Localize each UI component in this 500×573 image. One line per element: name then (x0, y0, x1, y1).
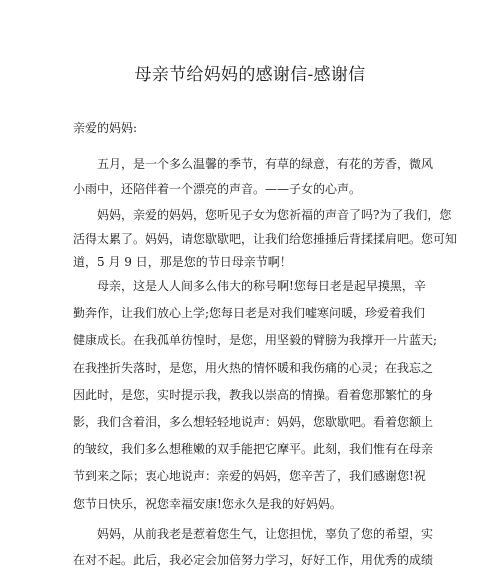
paragraph-4 (73, 521, 435, 573)
text-line: 在对不起。此后，我必定会加倍努力学习，好好工作，用优秀的成绩 (73, 553, 434, 567)
paragraph-1 (73, 152, 435, 202)
text-line: 的皱纹，我们多么想稚嫩的双手能把它摩平。此刻，我们惟有在母亲 (73, 442, 434, 457)
text-line: 健康成长。在我孤单彷惶时，是您，用坚毅的臂膀为我撑开一片蓝天; (73, 333, 438, 348)
text-line: 小雨中，还陪伴着一个漂亮的声音。——子女的心声。 (73, 182, 362, 196)
text-line: 在我挫折失落时，是您，用火热的情怀暖和我伤痛的心灵；在我忘之 (73, 360, 434, 375)
document-title: 母亲节给妈妈的感谢信-感谢信 (134, 65, 366, 85)
salutation: 亲爱的妈妈: (73, 121, 138, 135)
text-line: 妈妈，亲爱的妈妈，您听见子女为您祈福的声音了吗?为了我们，您 (73, 208, 452, 222)
text-line: 妈妈，从前我老是惹着您生气，让您担忧，辜负了您的希望，实 (73, 527, 434, 541)
text-line: 因此时，是您，实时提示我，教我以崇高的情操。看着您那繁忙的身 (73, 387, 434, 402)
text-line: 节到来之际；衷心地说声：亲爱的妈妈，您辛苦了，我们感谢您!祝 (73, 469, 426, 484)
text-line: 活得太累了。妈妈，请您歇歇吧，让我们给您捶捶后背揉揉肩吧。您可知 (73, 231, 458, 246)
text-line: 勤奔作，让我们放心上学;您每日老是对我们嘘寒问暖，珍爱着我们 (73, 306, 426, 321)
paragraph-3 (73, 273, 438, 518)
text-line: 影，我们含着泪，多么想轻轻地说声：妈妈，您歇歇吧。看着您额上 (73, 415, 434, 430)
text-line: 道，5 月 9 日，那是您的节日母亲节啊！ (73, 255, 292, 269)
paragraph-2 (73, 204, 458, 275)
text-line: 五月，是一个多么温馨的季节，有草的绿意，有花的芳香，微风 (73, 157, 434, 171)
text-line: 母亲，这是人人间多么伟大的称号啊!您每日老是起早摸黑，辛 (73, 279, 426, 293)
text-line: 您节日快乐，祝您幸福安康!您永久是我的好妈妈。 (73, 496, 342, 511)
